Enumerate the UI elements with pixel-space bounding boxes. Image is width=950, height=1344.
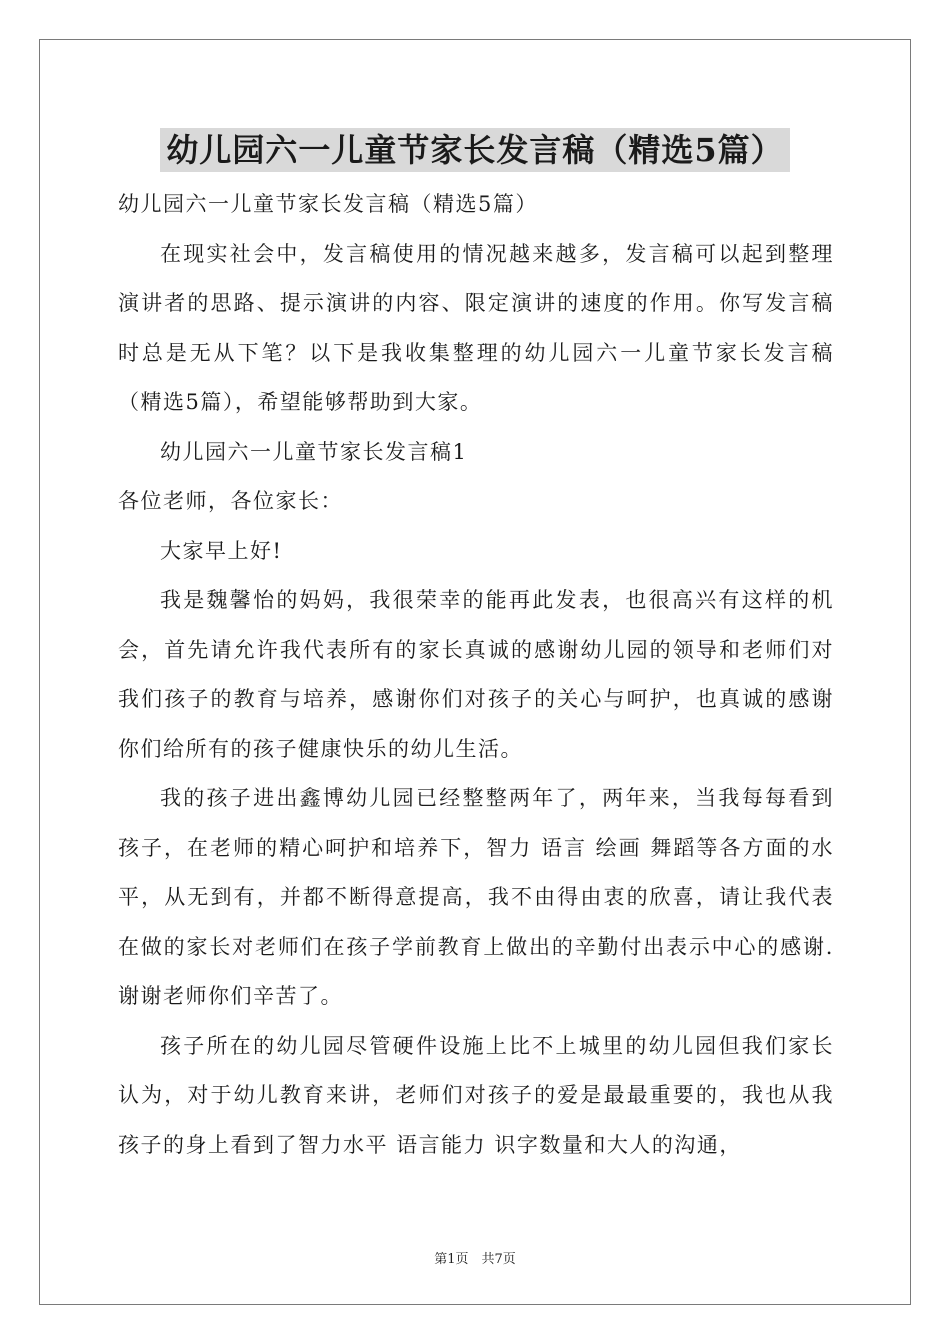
- body-paragraph: 我是魏馨怡的妈妈，我很荣幸的能再此发表，也很高兴有这样的机会，首先请允许我代表所有的家长真诚的感谢幼儿园的领导和老师们对我们孩子的教育与培养，感谢你们对孩子的关心与呵护，也真诚的感谢你们给所有的孩子健康快乐的幼儿生活。: [118, 588, 834, 761]
- body-paragraph: 孩子所在的幼儿园尽管硬件设施上比不上城里的幼儿园但我们家长认为，对于幼儿教育来讲，老师们对孩子的爱是最最重要的，我也从我孩子的身上看到了智力水平 语言能力 识字数量和大人的沟通，: [118, 1033, 834, 1157]
- section-heading: 幼儿园六一儿童节家长发言稿1: [160, 439, 468, 464]
- greeting-paragraph: 大家早上好!: [160, 538, 283, 563]
- document-body: [118, 182, 834, 1170]
- title-container: [0, 128, 950, 172]
- intro-paragraph: 在现实社会中，发言稿使用的情况越来越多，发言稿可以起到整理演讲者的思路、提示演讲的内容、限定演讲的速度的作用。你写发言稿时总是无从下笔？以下是我收集整理的幼儿园六一儿童节家长发言稿（精选5篇），希望能够帮助到大家。: [118, 241, 834, 414]
- salutation-paragraph: 各位老师，各位家长：: [118, 489, 343, 513]
- body-paragraph: 我的孩子进出鑫博幼儿园已经整整两年了，两年来，当我每每看到孩子，在老师的精心呵护和培养下，智力 语言 绘画 舞蹈等各方面的水平，从无到有，并都不断得意提高，我不由得由衷的欣喜，请让我代表在做的家长对老师们在孩子学前教育上做出的辛勤付出表示中心的感谢. 谢谢老师你们辛苦了。: [118, 786, 834, 1008]
- document-title: 幼儿园六一儿童节家长发言稿（精选5篇）: [160, 128, 789, 172]
- subtitle-paragraph: 幼儿园六一儿童节家长发言稿（精选5篇）: [118, 192, 538, 216]
- page-footer: 第1页 共7页: [434, 1252, 516, 1267]
